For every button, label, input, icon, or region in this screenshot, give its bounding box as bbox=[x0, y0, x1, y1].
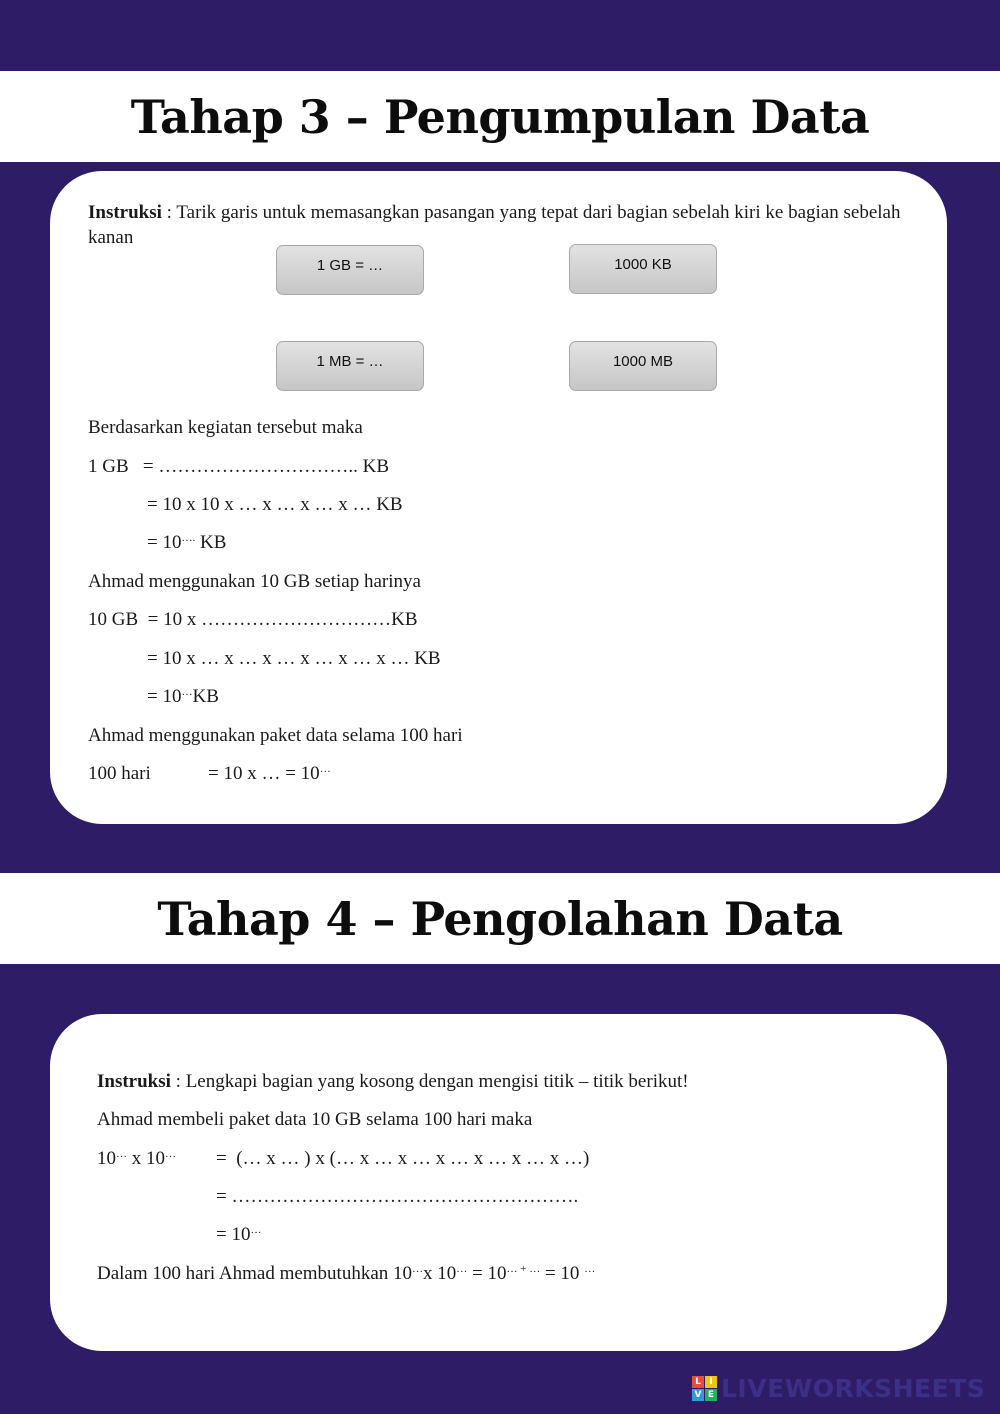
section3-instruction bbox=[88, 200, 908, 250]
match-left-1gb[interactable]: 1 GB = … bbox=[276, 245, 424, 295]
match-left-1mb[interactable]: 1 MB = … bbox=[276, 341, 424, 391]
text-line bbox=[97, 1147, 176, 1171]
power-base: 10 bbox=[97, 1148, 116, 1169]
unit-text: KB bbox=[192, 686, 219, 707]
instruction-label: Instruksi bbox=[88, 202, 162, 223]
text-line bbox=[216, 1223, 261, 1247]
text-line: 100 hari bbox=[88, 763, 151, 784]
power-base: = 10 bbox=[147, 686, 182, 707]
text-line: = (… x … ) x (… x … x … x … x … x … x …) bbox=[216, 1148, 590, 1169]
section4-instruction bbox=[97, 1070, 689, 1094]
exponent-blank: … bbox=[181, 686, 193, 698]
match-right-1000mb[interactable]: 1000 MB bbox=[569, 341, 717, 391]
sentence-text: = 10 bbox=[467, 1263, 507, 1284]
text-line: Ahmad menggunakan paket data selama 100 hari bbox=[88, 725, 463, 746]
equation-text: = 10 x … = 10 bbox=[208, 763, 320, 784]
power-base: = 10 bbox=[216, 1224, 251, 1245]
exponent-blank: … bbox=[250, 1224, 262, 1236]
instruction-text: : Tarik garis untuk memasangkan pasangan yang tepat dari bagian sebelah kiri ke bagian sebelah kanan bbox=[88, 202, 901, 248]
exponent-blank: … bbox=[584, 1263, 596, 1275]
section4-title: Tahap 4 – Pengolahan Data bbox=[157, 891, 843, 946]
instruction-text: : Lengkapi bagian yang kosong dengan mengisi titik – titik berikut! bbox=[170, 1071, 689, 1092]
text-line: = ………………………………………………. bbox=[216, 1186, 579, 1207]
sentence-text: Dalam 100 hari Ahmad membutuhkan 10 bbox=[97, 1263, 413, 1284]
text-line: 1 GB = ………………………….. KB bbox=[88, 456, 390, 477]
section4-card bbox=[50, 1014, 947, 1351]
logo-grid-icon bbox=[692, 1376, 717, 1401]
text-line: Ahmad membeli paket data 10 GB selama 100 hari maka bbox=[97, 1109, 533, 1130]
sentence-text: x 10 bbox=[423, 1263, 457, 1284]
exponent-blank: … + … bbox=[506, 1263, 541, 1275]
text-line: Berdasarkan kegiatan tersebut maka bbox=[88, 417, 363, 438]
text-line: Ahmad menggunakan 10 GB setiap harinya bbox=[88, 571, 421, 592]
text-line bbox=[147, 531, 226, 555]
logo-letter: E bbox=[705, 1389, 717, 1401]
power-base: = 10 bbox=[147, 532, 182, 553]
section3-title: Tahap 3 – Pengumpulan Data bbox=[130, 89, 870, 144]
exponent-blank: … bbox=[116, 1148, 127, 1160]
logo-letter: V bbox=[692, 1389, 704, 1401]
exponent-blank: … bbox=[165, 1148, 176, 1160]
text-line bbox=[147, 685, 219, 709]
exponent-blank: … bbox=[456, 1263, 468, 1275]
unit-text: KB bbox=[195, 532, 227, 553]
sentence-text: = 10 bbox=[540, 1263, 585, 1284]
logo-letter: L bbox=[692, 1376, 704, 1388]
exponent-blank: … bbox=[412, 1263, 424, 1275]
section4-header bbox=[0, 873, 1000, 964]
exponent-blank: …. bbox=[181, 532, 196, 544]
exponent-blank: … bbox=[319, 763, 331, 775]
power-base: x 10 bbox=[127, 1148, 165, 1169]
text-line bbox=[208, 762, 331, 786]
logo-letter: I bbox=[705, 1376, 717, 1388]
text-line: 10 GB = 10 x …………………………KB bbox=[88, 609, 418, 630]
section3-header bbox=[0, 71, 1000, 162]
instruction-label: Instruksi bbox=[97, 1071, 171, 1092]
section3-card bbox=[50, 171, 947, 824]
text-line: = 10 x 10 x … x … x … x … KB bbox=[147, 494, 403, 515]
text-line: = 10 x … x … x … x … x … x … KB bbox=[147, 648, 441, 669]
liveworksheets-logo[interactable] bbox=[692, 1374, 985, 1403]
logo-text: LIVEWORKSHEETS bbox=[721, 1374, 986, 1403]
match-right-1000kb[interactable]: 1000 KB bbox=[569, 244, 717, 294]
text-line bbox=[97, 1262, 595, 1286]
